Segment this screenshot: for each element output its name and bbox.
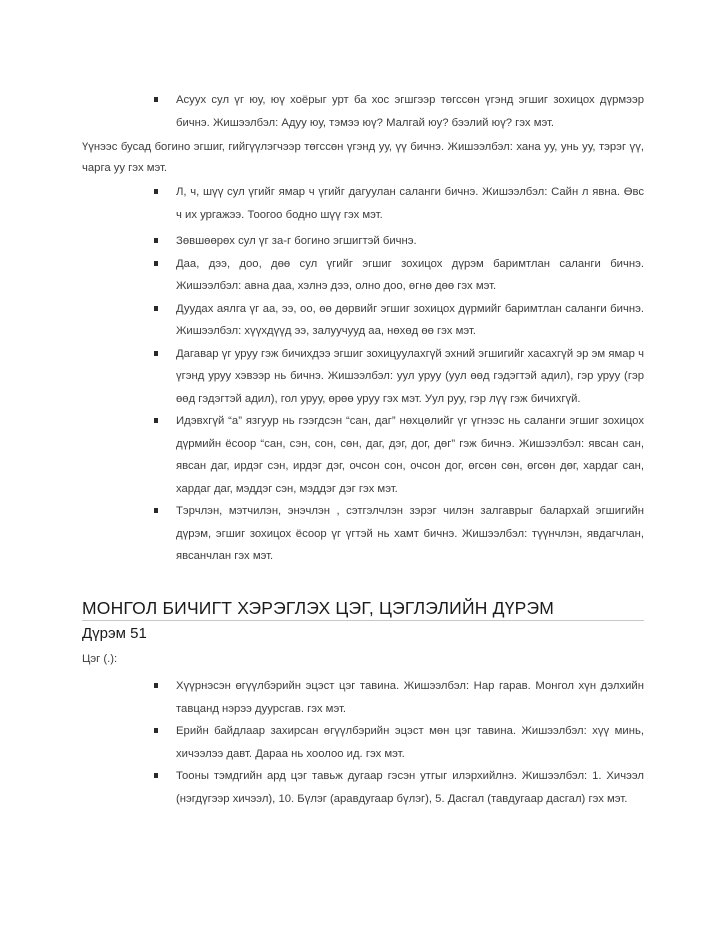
list-item <box>0 230 728 253</box>
list-item-text: Даа, дээ, доо, дөө сул үгийг эгшиг зохицох дүрэм баримтлан саланги бичнэ. Жишээлбэл: авна даа, хэлнэ дээ, олно доо, өгнө дөө гэх мэт. <box>176 257 644 292</box>
section-heading: МОНГОЛ БИЧИГТ ХЭРЭГЛЭХ ЦЭГ, ЦЭГЛЭЛИЙН ДҮРЭМ <box>82 597 644 621</box>
bullet-list-c <box>0 675 728 810</box>
bullet-icon <box>154 683 158 688</box>
list-item-text: Дуудах аялга үг аа, ээ, оо, өө дөрвийг эгшиг зохицох дүрмийг баримтлан саланги бичнэ. Жишээлбэл: хүүхдүүд ээ, залуучууд аа, нөхөд өө гэх мэт. <box>176 302 644 337</box>
list-item <box>0 253 728 298</box>
bullet-icon <box>154 261 158 266</box>
list-item-text: Асуух сул үг юу, юү хоёрыг урт ба хос эгшгээр төгссөн үгэнд эгшиг зохицох дүрмээр бичнэ. Жишээлбэл: Адуу юу, тэмээ юү? Малгай юу? бээлий юү? гэх мэт. <box>176 94 644 129</box>
list-item <box>0 765 728 810</box>
bullet-icon <box>154 238 158 243</box>
list-item <box>0 500 728 568</box>
list-item <box>0 89 728 134</box>
list-item <box>0 298 728 343</box>
list-item <box>0 675 728 720</box>
bullet-icon <box>154 773 158 778</box>
list-item-text: Тэрчлэн, мэтчилэн, энэчлэн , сэтгэлчлэн зэрэг чилэн залгаврыг балархай эгшигийн дүрэм, эгшиг зохицох ёсоор үг үгтэй нь хамт бичнэ. Жишээлбэл: түүнчлэн, явдагчлан, явсанчлан гэх мэт. <box>176 505 644 562</box>
bullet-icon <box>154 728 158 733</box>
bullet-icon <box>154 306 158 311</box>
list-item <box>0 181 728 226</box>
list-item-text: Дагавар үг уруу гэж бичихдээ эгшиг зохицуулахгүй эхний эгшигийг хасахгүй эр эм ямар ч үгэнд уруу хэвээр нь бичнэ. Жишээлбэл: уул уруу (уул өөд гэдэгтэй адил), гэр уруу (гэр өөд гэдэгтэй адил), гол уруу, өрөө уруу гэх мэт. Уул руу, гэр лүү гэж бичихгүй. <box>176 347 644 405</box>
list-item-text: Ерийн байдлаар захирсан өгүүлбэрийн эцэст мөн цэг тавина. Жишээлбэл: хүү минь, хичээлээ давт. Дараа нь хоолоо ид. гэх мэт. <box>176 725 644 760</box>
bullet-icon <box>154 508 158 513</box>
bullet-icon <box>154 351 158 356</box>
bullet-icon <box>154 97 158 102</box>
bullet-list-a <box>0 89 728 134</box>
list-item-text: Зөвшөөрөх сул үг за-г богино эгшигтэй бичнэ. <box>176 235 417 247</box>
list-item <box>0 720 728 765</box>
bullet-icon <box>154 418 158 423</box>
list-item-text: Хүүрнэсэн өгүүлбэрийн эцэст цэг тавина. Жишээлбэл: Нар гарав. Монгол хүн дэлхийн тавцанд нэрээ дуурсгав. гэх мэт. <box>176 680 644 715</box>
list-item <box>0 343 728 411</box>
list-item <box>0 410 728 500</box>
list-item-text: Тооны тэмдгийн ард цэг тавьж дугаар гэсэн утгыг илэрхийлнэ. Жишээлбэл: 1. Хичээл (нэгдүгээр хичээл), 10. Бүлэг (аравдугаар бүлэг), 5. Дасгал (тавдугаар дасгал) гэх мэт. <box>176 770 644 805</box>
bullet-list-b <box>0 181 728 568</box>
rule-label: Цэг (.): <box>82 653 118 665</box>
rule-number: Дүрэм 51 <box>82 625 147 642</box>
body-paragraph: Үүнээс бусад богино эгшиг, гийгүүлэгчээр төгссөн үгэнд уу, үү бичнэ. Жишээлбэл: хана уу, унь уу, тэрэг үү, чарга уу гэх мэт. <box>82 141 644 174</box>
list-item-text: Л, ч, шүү сул үгийг ямар ч үгийг дагуулан саланги бичнэ. Жишээлбэл: Сайн л явна. Өвс ч их ургажээ. Тоогоо бодно шүү гэх мэт. <box>176 186 644 221</box>
bullet-icon <box>154 189 158 194</box>
list-item-text: Идэвхгүй “а” язгуур нь гээгдсэн “сан, даг” нөхцөлийг үг үгнээс нь саланги эгшиг зохицох дүрмийн ёсоор “сан, сэн, сон, сөн, даг, дэг, дог, дөг” гэж бичнэ. Жишээлбэл: явсан сан, явсан даг, ирдэг сэн, ирдэг дэг, очсон сон, очсон дог, өгсөн сөн, өгсөн дөг, хардаг сан, хардаг даг, мэддэг сэн, мэддэг дэг гэх мэт. <box>176 415 644 495</box>
